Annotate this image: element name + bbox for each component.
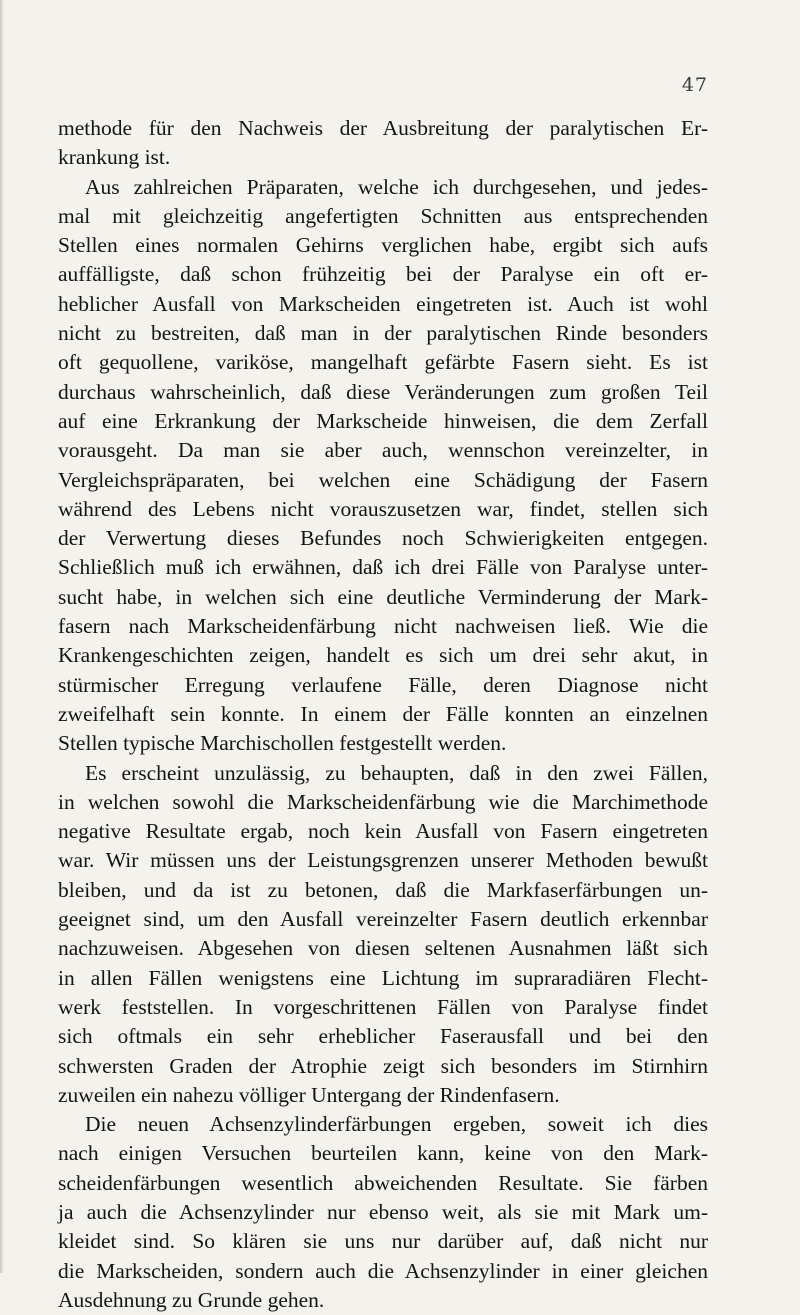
text-line: sucht habe, in welchen sich eine deutliche Verminderung der Mark- [58, 584, 708, 609]
text-line: in allen Fällen wenigstens eine Lichtung im supraradiären Flecht- [58, 965, 708, 990]
text-line: der Verwertung dieses Befundes noch Schwierigkeiten entgegen. [58, 526, 708, 551]
text-line: Krankengeschichten zeigen, handelt es sich um drei sehr akut, in [58, 643, 708, 668]
text-line: nach einigen Versuchen beurteilen kann, keine von den Mark- [58, 1141, 708, 1166]
text-line: sich oftmals ein sehr erheblicher Faserausfall und bei den [58, 1024, 708, 1049]
page-number: 47 [681, 74, 708, 96]
text-line: zweifelhaft sein konnte. In einem der Fälle konnten an einzelnen [58, 701, 708, 726]
text-line: auffälligste, daß schon frühzeitig bei der Paralyse ein oft er- [58, 262, 708, 287]
text-line: die Markscheiden, sondern auch die Achsenzylinder in einer gleichen [58, 1258, 708, 1283]
text-line: Aus zahlreichen Präparaten, welche ich durchgesehen, und jedes- [85, 174, 708, 199]
text-line: oft gequollene, variköse, mangelhaft gefärbte Fasern sieht. Es ist [58, 350, 708, 375]
text-line: Die neuen Achsenzylinderfärbungen ergeben, soweit ich dies [85, 1112, 708, 1137]
text-line: Stellen typische Marchischollen festgestellt werden. [58, 731, 507, 756]
text-line: Es erscheint unzulässig, zu behaupten, daß in den zwei Fällen, [85, 760, 708, 785]
text-line: nicht zu bestreiten, daß man in der paralytischen Rinde besonders [58, 321, 708, 346]
text-line: nachzuweisen. Abgesehen von diesen seltenen Ausnahmen läßt sich [58, 936, 708, 961]
page-edge-shadow [0, 0, 4, 1273]
text-line: krankung ist. [58, 145, 171, 170]
text-line: fasern nach Markscheidenfärbung nicht nachweisen ließ. Wie die [58, 614, 708, 639]
text-line: bleiben, und da ist zu betonen, daß die Markfaserfärbungen un- [58, 877, 708, 902]
text-line: kleidet sind. So klären sie uns nur darüber auf, daß nicht nur [58, 1229, 708, 1254]
text-line: heblicher Ausfall von Markscheiden eingetreten ist. Auch ist wohl [58, 291, 708, 316]
text-line: vorausgeht. Da man sie aber auch, wennschon vereinzelter, in [58, 438, 708, 463]
text-line: während des Lebens nicht vorauszusetzen war, findet, stellen sich [58, 496, 708, 521]
text-line: Stellen eines normalen Gehirns verglichen habe, ergibt sich aufs [58, 233, 708, 258]
text-line: war. Wir müssen uns der Leistungsgrenzen unserer Methoden bewußt [58, 848, 708, 873]
text-line: zuweilen ein nahezu völliger Untergang der Rindenfasern. [58, 1082, 560, 1107]
text-line: mal mit gleichzeitig angefertigten Schnitten aus entsprechenden [58, 203, 708, 228]
body-text [58, 114, 708, 1315]
text-line: methode für den Nachweis der Ausbreitung der paralytischen Er- [58, 116, 708, 140]
text-line: in welchen sowohl die Markscheidenfärbung wie die Marchimethode [58, 789, 708, 814]
text-line: negative Resultate ergab, noch kein Ausfall von Fasern eingetreten [58, 819, 708, 844]
text-line: geeignet sind, um den Ausfall vereinzelter Fasern deutlich erkennbar [58, 907, 708, 932]
text-line: durchaus wahrscheinlich, daß diese Veränderungen zum großen Teil [58, 379, 708, 404]
text-line: Vergleichspräparaten, bei welchen eine Schädigung der Fasern [58, 467, 708, 492]
text-line: Schließlich muß ich erwähnen, daß ich drei Fälle von Paralyse unter- [58, 555, 708, 580]
text-line: schwersten Graden der Atrophie zeigt sich besonders im Stirnhirn [58, 1053, 708, 1078]
text-line: stürmischer Erregung verlaufene Fälle, deren Diagnose nicht [58, 672, 708, 697]
text-line: auf eine Erkrankung der Markscheide hinweisen, die dem Zerfall [58, 408, 708, 433]
text-line: ja auch die Achsenzylinder nur ebenso weit, als sie mit Mark um- [58, 1199, 708, 1224]
text-line: Ausdehnung zu Grunde gehen. [58, 1287, 325, 1312]
text-line: werk feststellen. In vorgeschrittenen Fällen von Paralyse findet [58, 994, 708, 1019]
text-line: scheidenfärbungen wesentlich abweichenden Resultate. Sie färben [58, 1170, 708, 1195]
